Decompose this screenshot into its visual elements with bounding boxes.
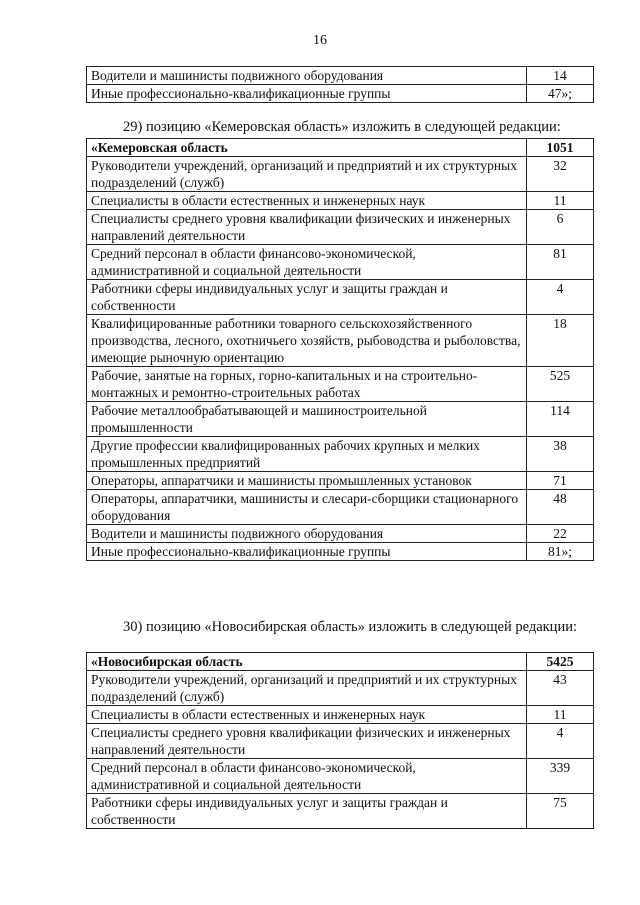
table-row bbox=[87, 245, 594, 280]
novosibirsk-table bbox=[86, 652, 594, 829]
row-value: 1051 bbox=[527, 139, 594, 157]
row-label: Водители и машинисты подвижного оборудования bbox=[87, 525, 527, 543]
table-row bbox=[87, 85, 594, 103]
row-value: 4 bbox=[527, 280, 594, 315]
row-label: Операторы, аппаратчики и машинисты промышленных установок bbox=[87, 472, 527, 490]
row-label: Средний персонал в области финансово-экономической, административной и социальной деятельности bbox=[87, 245, 527, 280]
row-label: Операторы, аппаратчики, машинисты и слесари-сборщики стационарного оборудования bbox=[87, 490, 527, 525]
row-value: 38 bbox=[527, 437, 594, 472]
row-value: 11 bbox=[527, 706, 594, 724]
row-label: Иные профессионально-квалификационные группы bbox=[87, 85, 527, 103]
row-value: 75 bbox=[527, 794, 594, 829]
table-row bbox=[87, 315, 594, 367]
row-value: 5425 bbox=[527, 653, 594, 671]
table-row bbox=[87, 671, 594, 706]
row-label: «Новосибирская область bbox=[87, 653, 527, 671]
row-label: Специалисты среднего уровня квалификации физических и инженерных направлений деятельности bbox=[87, 210, 527, 245]
row-value: 525 bbox=[527, 367, 594, 402]
table-row bbox=[87, 525, 594, 543]
table-row bbox=[87, 724, 594, 759]
table-row bbox=[87, 402, 594, 437]
table-row bbox=[87, 472, 594, 490]
row-value: 81»; bbox=[527, 543, 594, 561]
page-number: 16 bbox=[313, 33, 327, 48]
row-label: Другие профессии квалифицированных рабочих крупных и мелких промышленных предприятий bbox=[87, 437, 527, 472]
table-row bbox=[87, 67, 594, 85]
table-row bbox=[87, 490, 594, 525]
row-value: 18 bbox=[527, 315, 594, 367]
table-row bbox=[87, 192, 594, 210]
row-label: Руководители учреждений, организаций и предприятий и их структурных подразделений (служб) bbox=[87, 157, 527, 192]
row-value: 43 bbox=[527, 671, 594, 706]
table-row bbox=[87, 706, 594, 724]
continued-table bbox=[86, 66, 594, 103]
table-row bbox=[87, 157, 594, 192]
row-value: 11 bbox=[527, 192, 594, 210]
table-row bbox=[87, 543, 594, 561]
row-value: 71 bbox=[527, 472, 594, 490]
row-value: 22 bbox=[527, 525, 594, 543]
table-row bbox=[87, 367, 594, 402]
row-label: Рабочие, занятые на горных, горно-капитальных и на строительно-монтажных и ремонтно-строительных работах bbox=[87, 367, 527, 402]
row-label: Работники сферы индивидуальных услуг и защиты граждан и собственности bbox=[87, 794, 527, 829]
row-label: Квалифицированные работники товарного сельскохозяйственного производства, лесного, охотничьего хозяйств, рыбоводства и рыболовства, имеющие рыночную ориентацию bbox=[87, 315, 527, 367]
instruction-paragraph-novosibirsk: 30) позицию «Новосибирская область» изложить в следующей редакции: bbox=[123, 619, 577, 635]
row-label: Специалисты среднего уровня квалификации физических и инженерных направлений деятельности bbox=[87, 724, 527, 759]
row-value: 4 bbox=[527, 724, 594, 759]
table-row bbox=[87, 437, 594, 472]
row-value: 339 bbox=[527, 759, 594, 794]
table-header-row bbox=[87, 139, 594, 157]
kemerovo-table bbox=[86, 138, 594, 561]
table-row bbox=[87, 280, 594, 315]
row-label: Средний персонал в области финансово-экономической, административной и социальной деятельности bbox=[87, 759, 527, 794]
row-label: Водители и машинисты подвижного оборудования bbox=[87, 67, 527, 85]
row-value: 81 bbox=[527, 245, 594, 280]
table-row bbox=[87, 210, 594, 245]
row-label: Рабочие металлообрабатывающей и машиностроительной промышленности bbox=[87, 402, 527, 437]
row-value: 114 bbox=[527, 402, 594, 437]
instruction-paragraph-kemerovo: 29) позицию «Кемеровская область» изложить в следующей редакции: bbox=[123, 119, 561, 135]
row-label: Руководители учреждений, организаций и предприятий и их структурных подразделений (служб) bbox=[87, 671, 527, 706]
row-label: «Кемеровская область bbox=[87, 139, 527, 157]
table-row bbox=[87, 794, 594, 829]
row-value: 47»; bbox=[527, 85, 594, 103]
row-label: Специалисты в области естественных и инженерных наук bbox=[87, 706, 527, 724]
table-row bbox=[87, 759, 594, 794]
row-label: Специалисты в области естественных и инженерных наук bbox=[87, 192, 527, 210]
row-value: 32 bbox=[527, 157, 594, 192]
row-value: 6 bbox=[527, 210, 594, 245]
row-value: 14 bbox=[527, 67, 594, 85]
row-label: Иные профессионально-квалификационные группы bbox=[87, 543, 527, 561]
table-header-row bbox=[87, 653, 594, 671]
row-label: Работники сферы индивидуальных услуг и защиты граждан и собственности bbox=[87, 280, 527, 315]
row-value: 48 bbox=[527, 490, 594, 525]
